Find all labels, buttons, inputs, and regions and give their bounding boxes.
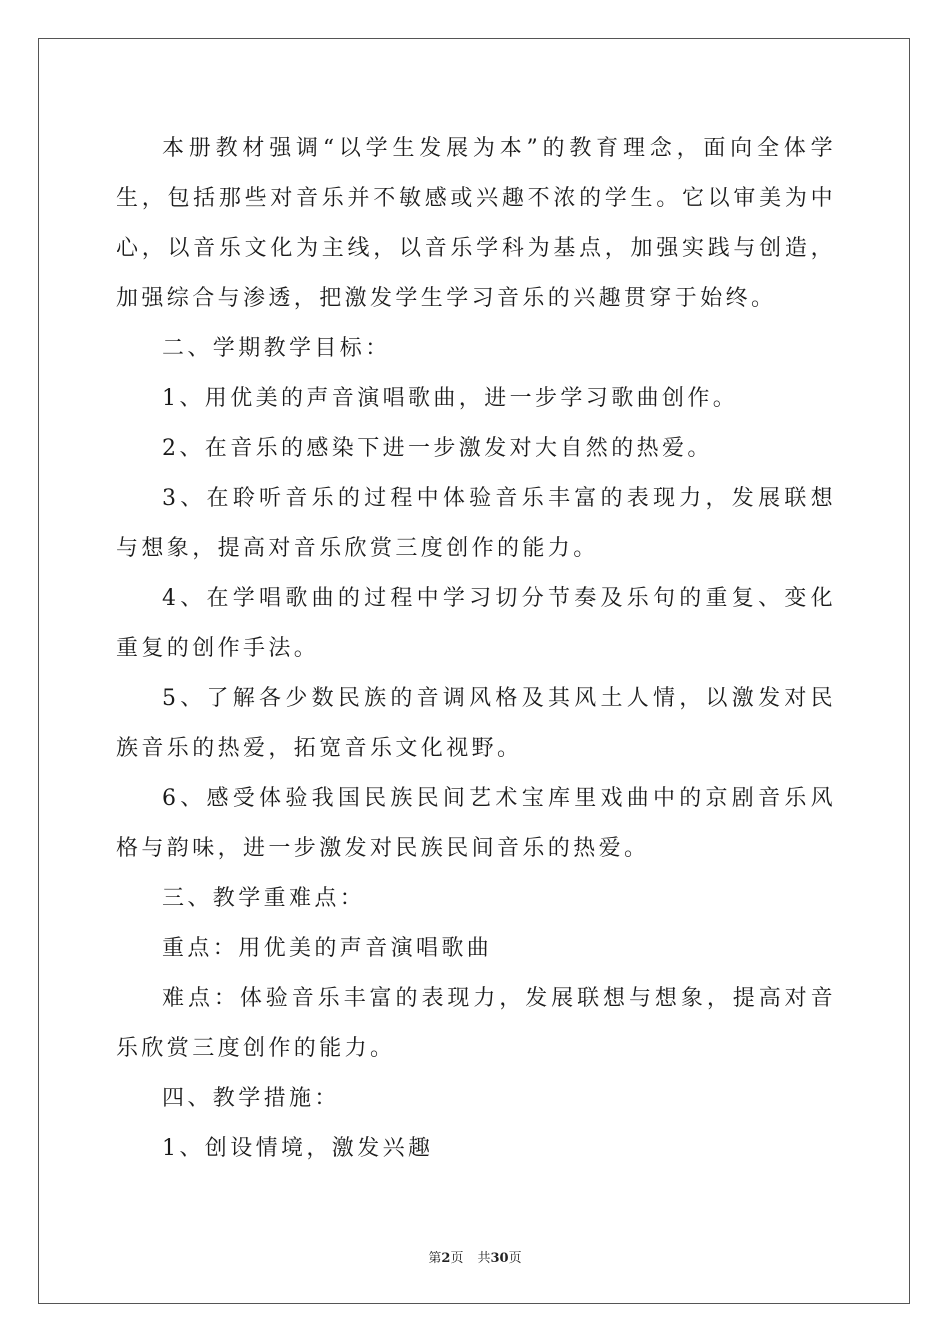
- goal-item-3: 3、在聆听音乐的过程中体验音乐丰富的表现力，发展联想与想象，提高对音乐欣赏三度创作的能力。: [116, 486, 836, 561]
- heading-teaching-measures: 四、教学措施：: [162, 1086, 340, 1111]
- page-footer: [0, 1247, 950, 1266]
- page-number: 2: [441, 1251, 451, 1266]
- total-prefix: 共: [477, 1251, 491, 1266]
- key-point: 重点：用优美的声音演唱歌曲: [162, 936, 493, 961]
- goal-item-5: 5、了解各少数民族的音调风格及其风土人情，以激发对民族音乐的热爱，拓宽音乐文化视野。: [116, 686, 836, 761]
- goal-item-6: 6、感受体验我国民族民间艺术宝库里戏曲中的京剧音乐风格与韵味，进一步激发对民族民间音乐的热爱。: [116, 786, 836, 861]
- total-pages: 30: [490, 1251, 509, 1266]
- goal-item-1: 1、用优美的声音演唱歌曲，进一步学习歌曲创作。: [162, 386, 739, 411]
- total-suffix: 页: [508, 1251, 522, 1266]
- page-suffix: 页: [450, 1251, 464, 1266]
- difficult-point: 难点：体验音乐丰富的表现力，发展联想与想象，提高对音乐欣赏三度创作的能力。: [116, 986, 836, 1061]
- goal-item-2: 2、在音乐的感染下进一步激发对大自然的热爱。: [162, 436, 713, 461]
- heading-key-difficult-points: 三、教学重难点：: [162, 886, 366, 911]
- page-prefix: 第: [428, 1251, 442, 1266]
- measure-item-1: 1、创设情境，激发兴趣: [162, 1136, 434, 1161]
- document-body: [116, 124, 836, 1174]
- paragraph-intro: 本册教材强调“以学生发展为本”的教育理念，面向全体学生，包括那些对音乐并不敏感或兴趣不浓的学生。它以审美为中心，以音乐文化为主线，以音乐学科为基点，加强实践与创造，加强综合与渗透，把激发学生学习音乐的兴趣贯穿于始终。: [116, 136, 836, 311]
- goal-item-4: 4、在学唱歌曲的过程中学习切分节奏及乐句的重复、变化重复的创作手法。: [116, 586, 836, 661]
- heading-semester-goals: 二、学期教学目标：: [162, 336, 391, 361]
